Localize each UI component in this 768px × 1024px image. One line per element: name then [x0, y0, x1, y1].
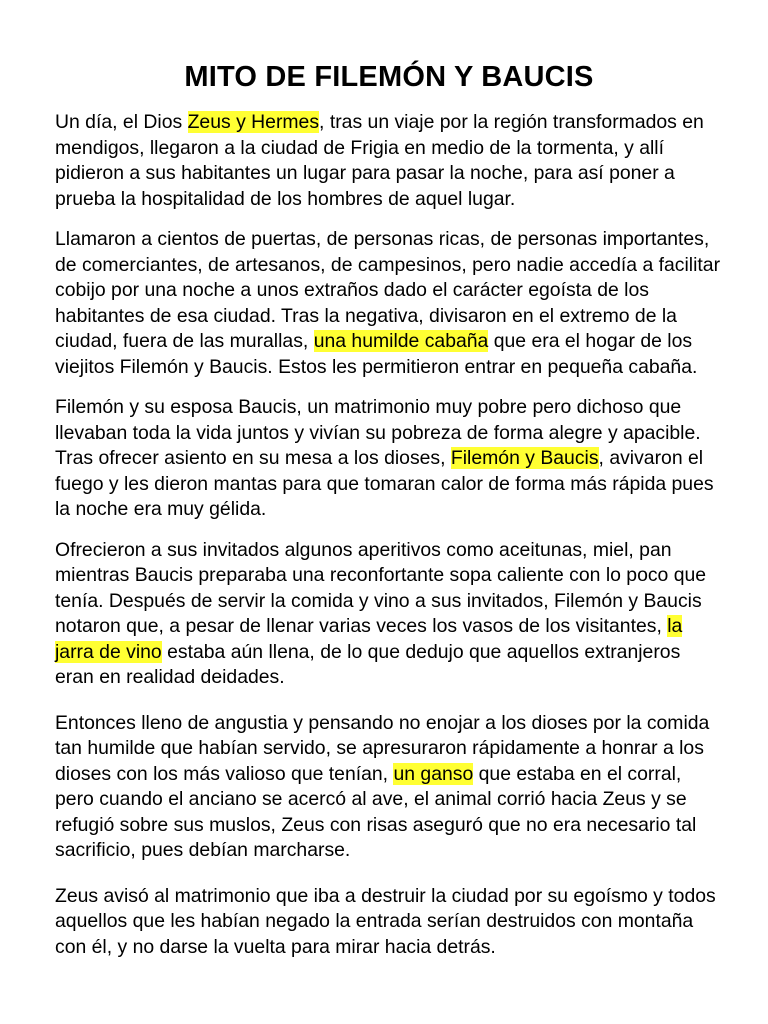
highlight-jarra-vino: la jarra de vino — [55, 615, 683, 663]
paragraph-1 — [55, 110, 723, 212]
paragraph-3-text-end: , avivaron el fuego y les dieron mantas para que tomaran calor de forma más rápida pues la noche era muy gélida. — [55, 447, 714, 520]
paragraph-5-text-start: Entonces lleno de angustia y pensando no enojar a los dioses por la comida tan humilde que habían servido, se apresuraron rápidamente a honrar a los dioses con los más valioso que tenían, — [55, 711, 710, 785]
paragraph-3 — [55, 395, 723, 523]
paragraph-4 — [55, 538, 723, 691]
highlight-ganso: un ganso — [393, 762, 474, 785]
paragraph-2-text-start: Llamaron a cientos de puertas, de personas ricas, de personas importantes, de comerciantes, de artesanos, de campesinos, pero nadie accedía a facilitar cobijo por una noche a unos extraños dado el carácter egoísta de los habitantes de esa ciudad. Tras la negativa, divisaron en el extremo de la ciudad, fuera de las murallas, — [55, 228, 721, 352]
highlight-humilde-cabana: una humilde cabaña — [313, 330, 489, 352]
highlight-filemon-baucis: Filemón y Baucis — [450, 447, 599, 469]
paragraph-4-text-start: Ofrecieron a sus invitados algunos aperitivos como aceitunas, miel, pan mientras Baucis preparaba una reconfortante sopa caliente con lo poco que tenía. Después de servir la comida y vino a sus invitados, Filemón y Baucis notaron que, a pesar de llenar varias veces los vasos de los visitantes, — [55, 538, 707, 637]
paragraph-6: Zeus avisó al matrimonio que iba a destruir la ciudad por su egoísmo y todos aquellos que les habían negado la entrada serían destruidos con montaña con él, y no darse la vuelta para mirar hacia detrás. — [55, 884, 716, 958]
paragraph-3-text-start: Filemón y su esposa Baucis, un matrimonio muy pobre pero dichoso que llevaban toda la vida juntos y vivían su pobreza de forma alegre y apacible. Tras ofrecer asiento en su mesa a los dioses, — [55, 396, 701, 469]
paragraph-2-text-end: que era el hogar de los viejitos Filemón y Baucis. Estos les permitieron entrar en pequeña cabaña. — [55, 330, 698, 378]
paragraph-1-text-end: , tras un viaje por la región transformados en mendigos, llegaron a la ciudad de Frigia en medio de la tormenta, y allí pidieron a sus habitantes un lugar para pasar la noche, para así poner a prueba la hospitalidad de los hombres de aquel lugar. — [55, 111, 704, 210]
highlight-zeus-hermes: Zeus y Hermes — [187, 111, 320, 133]
paragraph-4-text-end: estaba aún llena, de lo que dedujo que aquellos extranjeros eran en realidad deidades. — [55, 640, 681, 688]
document-title: MITO DE FILEMÓN Y BAUCIS — [184, 61, 594, 93]
document-page — [55, 58, 723, 975]
paragraph-5-text-end: que estaba en el corral, pero cuando el anciano se acercó al ave, el animal corrió hacia Zeus y se refugió sobre sus muslos, Zeus con risas aseguró que no era necesario tal sacrificio, pues debían marcharse. — [55, 762, 697, 861]
paragraph-5 — [55, 711, 723, 864]
paragraph-2 — [55, 227, 723, 380]
paragraph-1-text-start: Un día, el Dios — [55, 111, 188, 133]
